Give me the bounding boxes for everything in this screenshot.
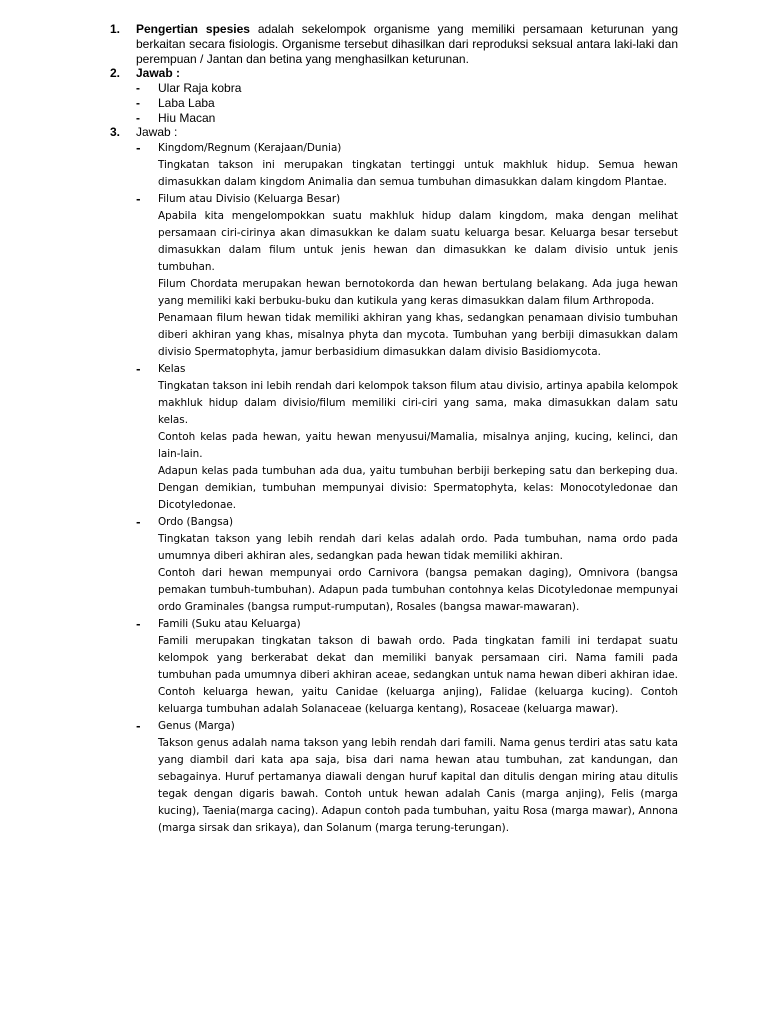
term-definition: adalah sekelompok organisme yang memiliki persamaan keturunan yang berkaitan secara fisiologis. Organisme tersebut dihasilkan dari reproduksi seksual antara laki-laki dan perempuan / Jantan dan betina yang menghasilkan keturunan. bbox=[136, 22, 678, 66]
section-paragraph: Tingkatan takson ini merupakan tingkatan tertinggi untuk makhluk hidup. Semua hewan dimasukkan dalam kingdom Animalia dan semua tumbuhan dimasukkan dalam kingdom Plantae. bbox=[158, 159, 678, 188]
section-paragraph: Contoh dari hewan mempunyai ordo Carnivora (bangsa pemakan daging), Omnivora (bangsa pemakan tumbuh-tumbuhan). Adapun pada tumbuhan contohnya kelas Dicotyledonae mempunyai ordo Graminales (bangsa rumput-rumputan), Rosales (bangsa mawar-mawaran). bbox=[158, 567, 678, 613]
section-paragraph: Famili merupakan tingkatan takson di bawah ordo. Pada tingkatan famili ini terdapat suatu kelompok yang berkerabat dekat dan memiliki banyak persamaan ciri. Nama famili pada tumbuhan pada umumnya diberi akhiran aceae, sedangkan untuk nama hewan diberi akhiran idae. Contoh keluarga hewan, yaitu Canidae (keluarga anjing), Falidae (keluarga kucing). Contoh keluarga tumbuhan adalah Solanaceae (keluarga kentang), Rosaceae (keluarga mawar). bbox=[158, 635, 678, 715]
section-title: Filum atau Divisio (Keluarga Besar) bbox=[158, 193, 341, 205]
dash-bullet: - bbox=[136, 618, 141, 631]
answer-text: Hiu Macan bbox=[158, 111, 216, 125]
dash-bullet: - bbox=[136, 363, 141, 376]
list-item-2 bbox=[0, 66, 768, 126]
section-title: Kingdom/Regnum (Kerajaan/Dunia) bbox=[158, 142, 342, 154]
dash-bullet: - bbox=[136, 111, 140, 125]
item-heading: Jawab : bbox=[136, 125, 178, 139]
section-paragraph: Apabila kita mengelompokkan suatu makhluk hidup dalam kingdom, maka dengan melihat persamaan ciri-cirinya akan dimasukkan ke dalam suatu keluarga besar. Keluarga besar tersebut dimasukkan dalam filum untuk jenis hewan dan dimasukkan ke dalam divisio untuk jenis tumbuhan. bbox=[158, 210, 678, 273]
section-title: Ordo (Bangsa) bbox=[158, 516, 234, 528]
taxon-section-ordo bbox=[136, 514, 678, 616]
dash-bullet: - bbox=[136, 142, 141, 155]
item-number: 3. bbox=[110, 125, 121, 139]
section-paragraph: Adapun kelas pada tumbuhan ada dua, yaitu tumbuhan berbiji berkeping satu dan berkeping dua. Dengan demikian, tumbuhan mempunyai divisio: Spermatophyta, kelas: Monocotyledonae dan Dicotyledonae. bbox=[158, 465, 678, 511]
dash-bullet: - bbox=[136, 96, 140, 110]
dash-bullet: - bbox=[136, 720, 141, 733]
answer-item bbox=[136, 96, 678, 111]
answer-item bbox=[136, 111, 678, 126]
list-item-1 bbox=[0, 22, 768, 67]
section-title: Kelas bbox=[158, 363, 186, 375]
dash-bullet: - bbox=[136, 193, 141, 206]
section-paragraph: Tingkatan takson yang lebih rendah dari kelas adalah ordo. Pada tumbuhan, nama ordo pada umumnya diberi akhiran ales, sedangkan pada hewan tidak memiliki akhiran. bbox=[158, 533, 678, 562]
section-title: Genus (Marga) bbox=[158, 720, 235, 732]
item-number: 2. bbox=[110, 66, 121, 80]
section-title: Famili (Suku atau Keluarga) bbox=[158, 618, 301, 630]
section-paragraph: Contoh kelas pada hewan, yaitu hewan menyusui/Mamalia, misalnya anjing, kucing, kelinci, dan lain-lain. bbox=[158, 431, 678, 460]
dash-bullet: - bbox=[136, 516, 141, 529]
section-paragraph: Takson genus adalah nama takson yang lebih rendah dari famili. Nama genus terdiri atas satu kata yang diambil dari kata apa saja, bisa dari nama hewan atau tumbuhan, zat kandungan, dan sebagainya. Huruf pertamanya diawali dengan huruf kapital dan ditulis dengan miring atau ditulis tegak dengan digaris bawah. Contoh untuk hewan adalah Canis (marga anjing), Felis (marga kucing), Taenia(marga cacing). Adapun contoh pada tumbuhan, yaitu Rosa (marga mawar), Annona (marga sirsak dan srikaya), dan Solanum (marga terung-terungan). bbox=[158, 737, 678, 834]
answer-item bbox=[136, 81, 678, 96]
answer-text: Ular Raja kobra bbox=[158, 81, 242, 95]
term-label: Pengertian spesies bbox=[136, 22, 250, 36]
section-paragraph: Tingkatan takson ini lebih rendah dari kelompok takson filum atau divisio, artinya apabila kelompok makhluk hidup dalam divisio/filum memiliki ciri-ciri yang sama, maka dimasukkan dalam satu kelas. bbox=[158, 380, 678, 426]
taxon-section-famili bbox=[136, 616, 678, 718]
item-number: 1. bbox=[110, 22, 121, 36]
taxon-section-genus bbox=[136, 718, 678, 837]
taxon-section-filum bbox=[136, 191, 678, 361]
answer-text: Laba Laba bbox=[158, 96, 215, 110]
section-paragraph: Penamaan filum hewan tidak memiliki akhiran yang khas, sedangkan penamaan divisio tumbuhan diberi akhiran yang khas, misalnya phyta dan mycota. Tumbuhan yang berbiji dimasukkan dalam divisio Spermatophyta, jamur berbasidium dimasukkan dalam divisio Basidiomycota. bbox=[158, 312, 678, 358]
list-item-3 bbox=[0, 125, 768, 837]
section-paragraph: Filum Chordata merupakan hewan bernotokorda dan hewan bertulang belakang. Ada juga hewan yang memiliki kaki berbuku-buku dan kutikula yang keras dimasukkan dalam filum Arthropoda. bbox=[158, 278, 678, 307]
taxon-section-kingdom bbox=[136, 140, 678, 191]
taxon-section-kelas bbox=[136, 361, 678, 514]
item-heading: Jawab : bbox=[136, 66, 181, 80]
dash-bullet: - bbox=[136, 81, 140, 95]
item-1-text bbox=[136, 22, 678, 67]
